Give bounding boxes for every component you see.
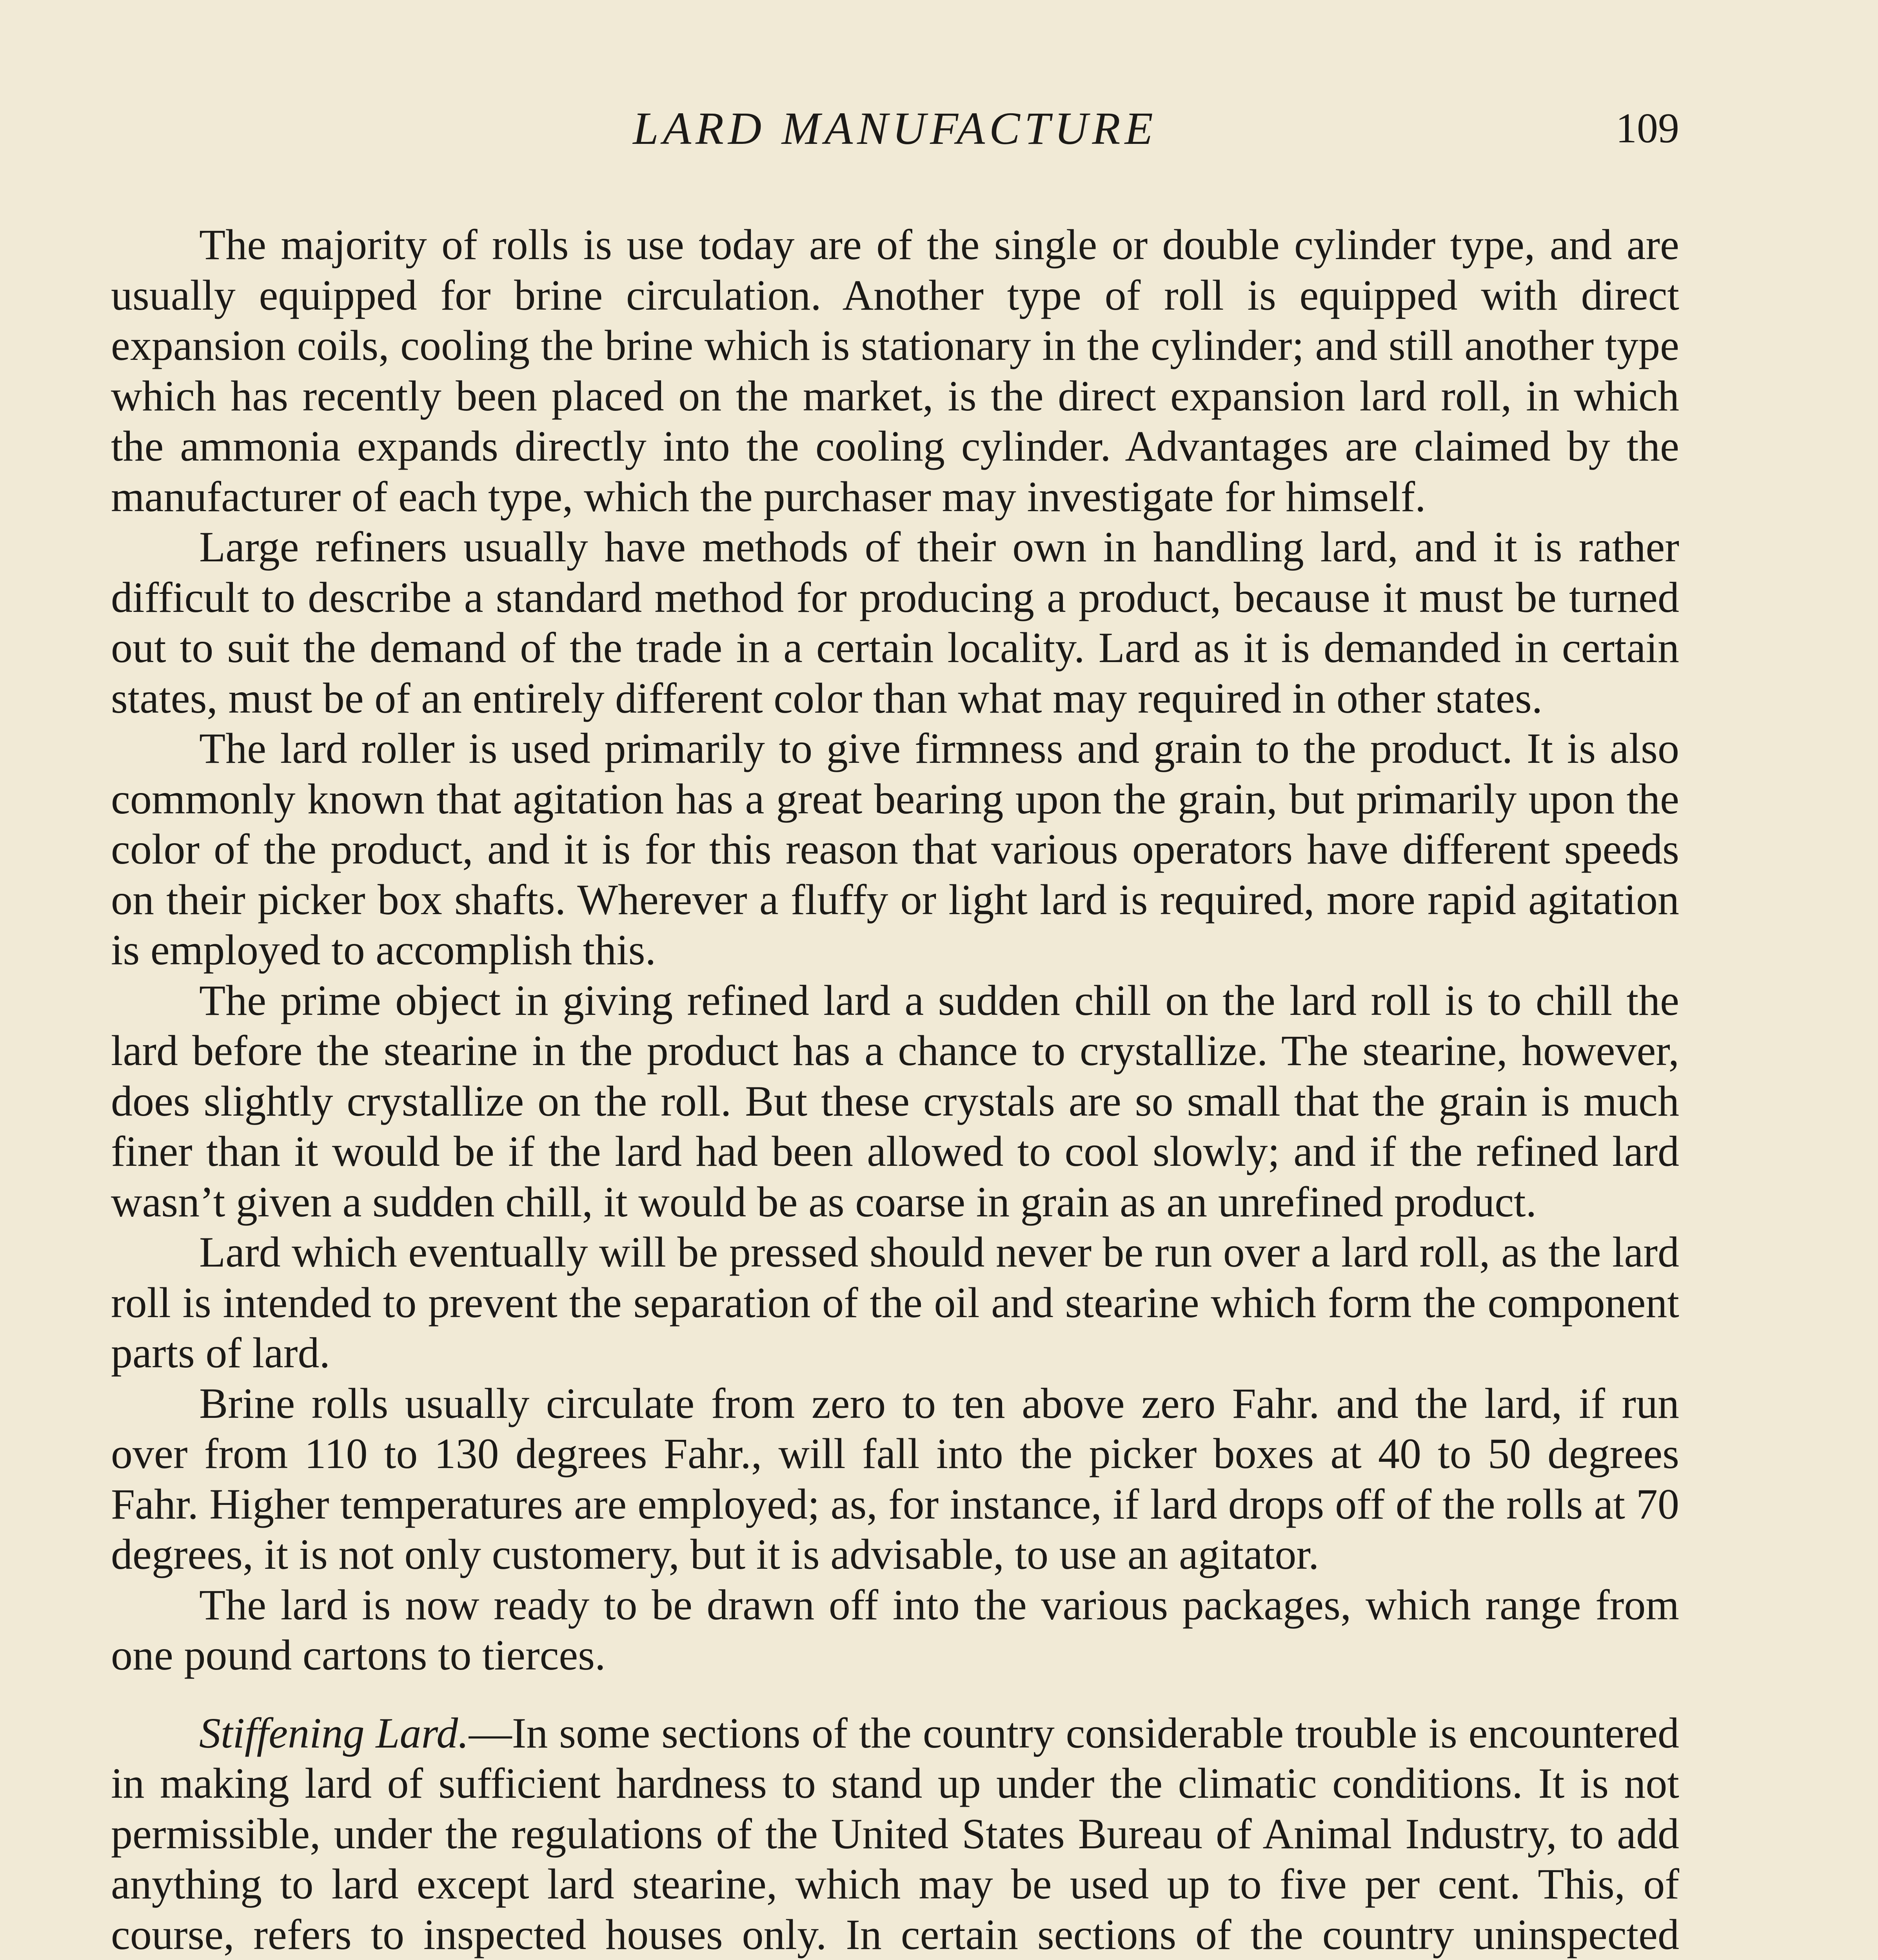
paragraph: [111, 522, 1679, 723]
paragraph: [111, 1227, 1679, 1378]
paragraph: [111, 220, 1679, 522]
paragraph-stiffening-lard: [111, 1708, 1679, 1960]
paragraph: [111, 723, 1679, 975]
paragraph-text: —In some sections of the country considerable trouble is encountered in making lard of sufficient hardness to stand up under the climatic conditions. It is not permissible, under the regulations of the United States Bureau of Animal Industry, to add anything to lard except lard stearine, which may be used up to five per cent. This, of course, refers to inspected houses only. In certain sections of the country uninspected: [111, 1709, 1679, 1958]
paragraph: [111, 1580, 1679, 1681]
paragraph-text: Large refiners usually have methods of their own in handling lard, and it is rather difficult to describe a standard method for producing a product, because it must be turned out to suit the demand of the trade in a certain locality. Lard as it is demanded in certain states, must be of an entirely different color than what may required in other states.: [111, 523, 1679, 722]
page-header: [111, 97, 1679, 160]
section-heading: Stiffening Lard.: [199, 1709, 469, 1757]
paragraph: [111, 1378, 1679, 1580]
paragraph-text: The lard is now ready to be drawn off into the various packages, which range from one pound cartons to tierces.: [111, 1581, 1679, 1679]
running-title: LARD MANUFACTURE: [633, 103, 1157, 154]
paragraph-text: Lard which eventually will be pressed should never be run over a lard roll, as the lard roll is intended to prevent the separation of the oil and stearine which form the component parts of lard.: [111, 1228, 1679, 1377]
page-number: 109: [1616, 105, 1679, 152]
paragraph-text: The lard roller is used primarily to give firmness and grain to the product. It is also commonly known that agitation has a great bearing upon the grain, but primarily upon the color of the product, and it is for this reason that various operators have different speeds on their picker box shafts. Wherever a fluffy or light lard is required, more rapid agitation is employed to accomplish this.: [111, 724, 1679, 974]
paragraph-text: The prime object in giving refined lard a sudden chill on the lard roll is to chill the lard before the stearine in the product has a chance to crystallize. The stearine, however, does slightly crystallize on the roll. But these crystals are so small that the grain is much finer than it would be if the lard had been allowed to cool slowly; and if the refined lard wasn’t given a sudden chill, it would be as coarse in grain as an unrefined product.: [111, 976, 1679, 1226]
paragraph-text: Brine rolls usually circulate from zero to ten above zero Fahr. and the lard, if run over from 110 to 130 degrees Fahr., will fall into the picker boxes at 40 to 50 degrees Fahr. Higher temperatures are employed; as, for instance, if lard drops off of the rolls at 70 degrees, it is not only customery, but it is advisable, to use an agitator.: [111, 1379, 1679, 1578]
body-text: [111, 220, 1679, 1960]
paragraph-text: The majority of rolls is use today are of the single or double cylinder type, and are usually equipped for brine circulation. Another type of roll is equipped with direct expansion coils, cooling the brine which is stationary in the cylinder; and still another type which has recently been placed on the market, is the direct expansion lard roll, in which the ammonia expands directly into the cooling cylinder. Advantages are claimed by the manufacturer of each type, which the purchaser may investigate for himself.: [111, 221, 1679, 521]
paragraph: [111, 975, 1679, 1227]
